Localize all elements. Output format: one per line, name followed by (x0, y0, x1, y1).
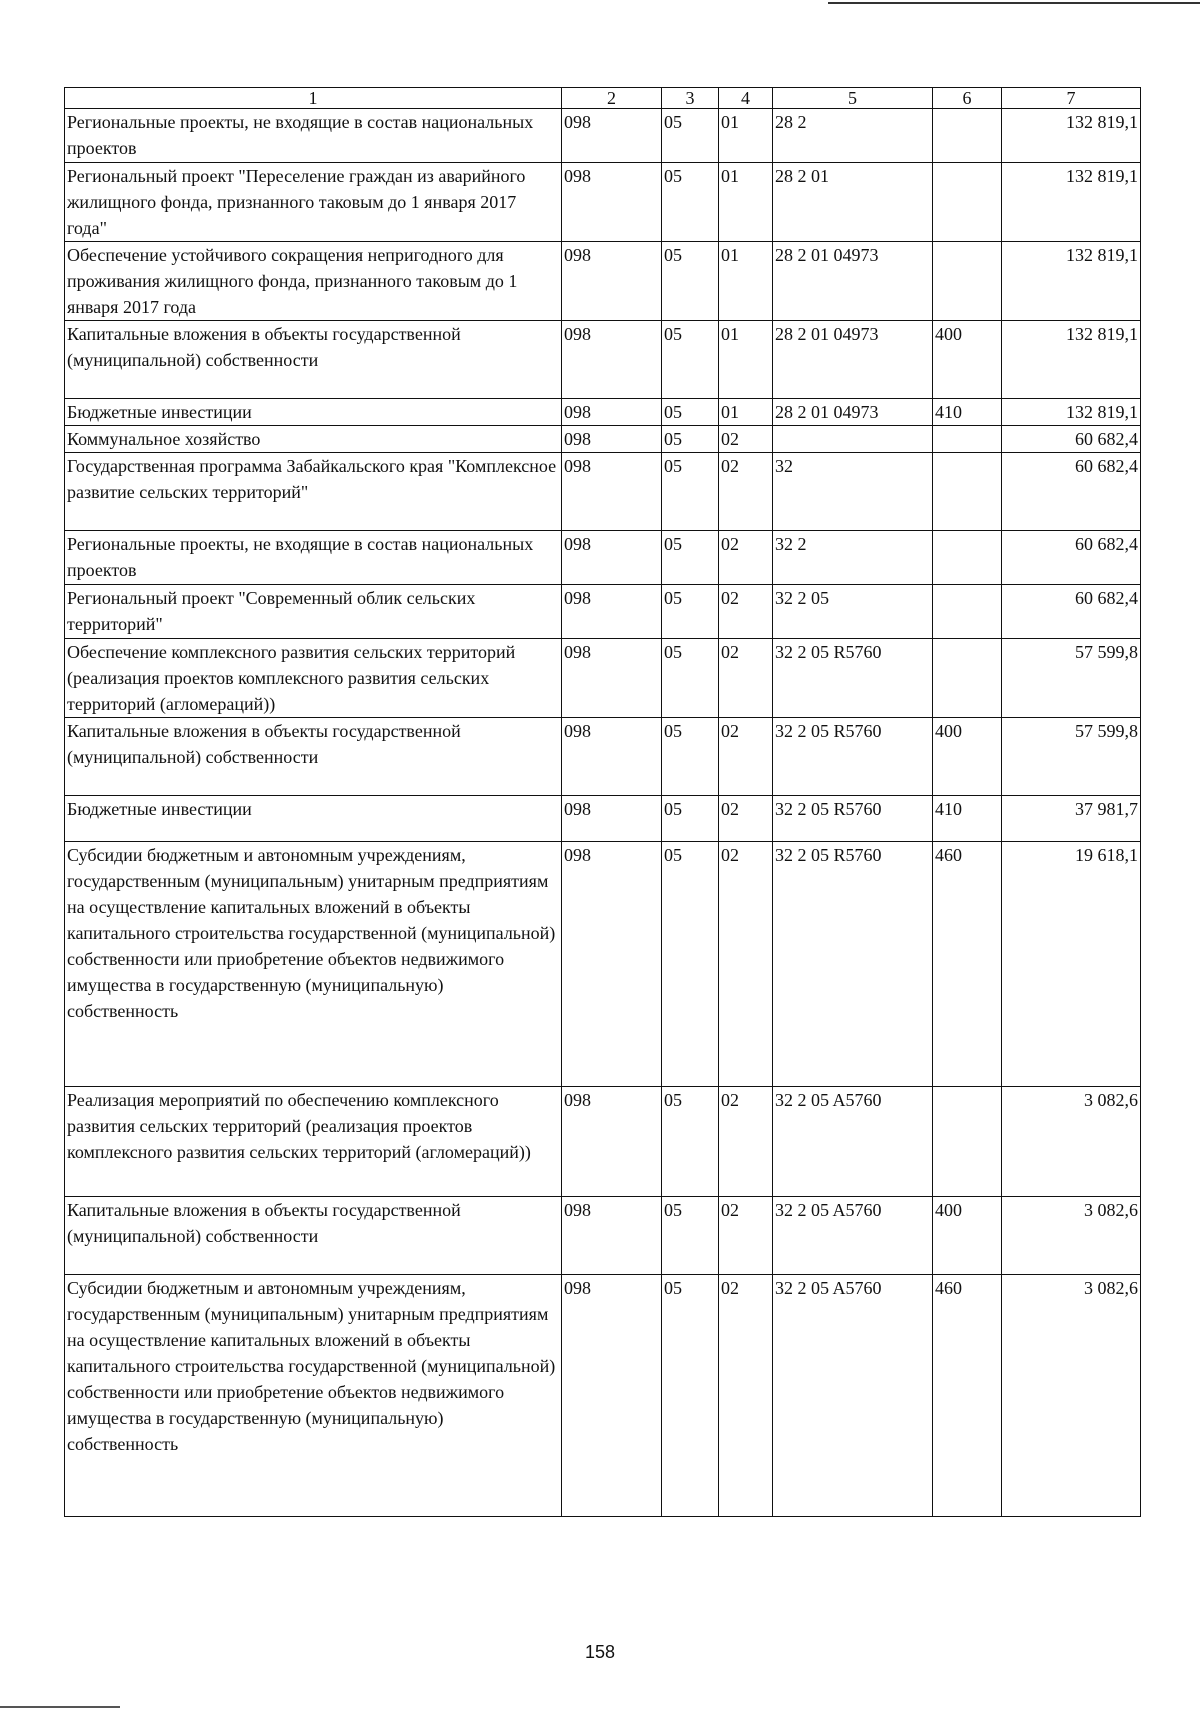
table-row (65, 718, 1141, 796)
subsection-code: 02 (719, 639, 773, 718)
table-row (65, 1087, 1141, 1197)
amount: 3 082,6 (1002, 1275, 1141, 1517)
target-code: 28 2 01 04973 (773, 242, 933, 321)
section-code: 05 (662, 639, 719, 718)
subsection-code: 01 (719, 163, 773, 242)
table-row (65, 426, 1141, 453)
amount: 37 981,7 (1002, 796, 1141, 842)
section-code: 05 (662, 1275, 719, 1517)
header-cell: 4 (719, 88, 773, 109)
section-code: 05 (662, 1087, 719, 1197)
table-row (65, 453, 1141, 531)
amount: 132 819,1 (1002, 321, 1141, 399)
subsection-code: 02 (719, 1087, 773, 1197)
expense-type (933, 585, 1002, 639)
ministry-code: 098 (562, 163, 662, 242)
subsection-code: 02 (719, 718, 773, 796)
table-row (65, 399, 1141, 426)
table-row (65, 242, 1141, 321)
row-name: Субсидии бюджетным и автономным учреждениям, государственным (муниципальным) унитарным предприятиям на осуществление капитальных вложений в объекты капитального строительства государственной (муниципальной) собственности или приобретение объектов недвижимого имущества в государственную (муниципальную) собственность (65, 1275, 562, 1517)
subsection-code: 02 (719, 531, 773, 585)
expense-type: 460 (933, 842, 1002, 1087)
target-code: 28 2 01 (773, 163, 933, 242)
subsection-code: 02 (719, 426, 773, 453)
expense-type (933, 242, 1002, 321)
header-cell: 3 (662, 88, 719, 109)
section-code: 05 (662, 718, 719, 796)
section-code: 05 (662, 242, 719, 321)
expense-type: 410 (933, 399, 1002, 426)
ministry-code: 098 (562, 718, 662, 796)
ministry-code: 098 (562, 399, 662, 426)
section-code: 05 (662, 1197, 719, 1275)
target-code: 32 2 05 R5760 (773, 718, 933, 796)
table-row (65, 321, 1141, 399)
expense-type: 460 (933, 1275, 1002, 1517)
table-row (65, 639, 1141, 718)
bottom-rule (0, 1706, 120, 1708)
row-name: Региональный проект "Современный облик сельских территорий" (65, 585, 562, 639)
subsection-code: 02 (719, 453, 773, 531)
ministry-code: 098 (562, 796, 662, 842)
ministry-code: 098 (562, 842, 662, 1087)
subsection-code: 02 (719, 1275, 773, 1517)
row-name: Капитальные вложения в объекты государственной (муниципальной) собственности (65, 321, 562, 399)
subsection-code: 01 (719, 242, 773, 321)
top-rule (828, 2, 1200, 4)
ministry-code: 098 (562, 585, 662, 639)
ministry-code: 098 (562, 321, 662, 399)
target-code: 32 (773, 453, 933, 531)
header-cell: 1 (65, 88, 562, 109)
amount: 60 682,4 (1002, 426, 1141, 453)
subsection-code: 02 (719, 842, 773, 1087)
ministry-code: 098 (562, 109, 662, 163)
target-code: 32 2 05 R5760 (773, 842, 933, 1087)
target-code: 32 2 05 R5760 (773, 796, 933, 842)
amount: 3 082,6 (1002, 1087, 1141, 1197)
expense-type (933, 453, 1002, 531)
ministry-code: 098 (562, 453, 662, 531)
row-name: Капитальные вложения в объекты государственной (муниципальной) собственности (65, 718, 562, 796)
section-code: 05 (662, 109, 719, 163)
amount: 3 082,6 (1002, 1197, 1141, 1275)
amount: 132 819,1 (1002, 109, 1141, 163)
subsection-code: 02 (719, 585, 773, 639)
target-code: 32 2 (773, 531, 933, 585)
budget-table (64, 87, 1141, 1517)
ministry-code: 098 (562, 639, 662, 718)
section-code: 05 (662, 796, 719, 842)
amount: 60 682,4 (1002, 531, 1141, 585)
ministry-code: 098 (562, 1087, 662, 1197)
subsection-code: 01 (719, 109, 773, 163)
expense-type: 400 (933, 321, 1002, 399)
row-name: Обеспечение устойчивого сокращения непригодного для проживания жилищного фонда, признанного таковым до 1 января 2017 года (65, 242, 562, 321)
expense-type: 400 (933, 718, 1002, 796)
expense-type: 400 (933, 1197, 1002, 1275)
table-row (65, 163, 1141, 242)
subsection-code: 02 (719, 796, 773, 842)
expense-type (933, 639, 1002, 718)
target-code: 28 2 01 04973 (773, 321, 933, 399)
row-name: Коммунальное хозяйство (65, 426, 562, 453)
amount: 57 599,8 (1002, 639, 1141, 718)
subsection-code: 01 (719, 399, 773, 426)
table-row (65, 585, 1141, 639)
amount: 60 682,4 (1002, 453, 1141, 531)
target-code: 32 2 05 R5760 (773, 639, 933, 718)
target-code: 32 2 05 A5760 (773, 1275, 933, 1517)
header-cell: 7 (1002, 88, 1141, 109)
expense-type: 410 (933, 796, 1002, 842)
row-name: Субсидии бюджетным и автономным учреждениям, государственным (муниципальным) унитарным предприятиям на осуществление капитальных вложений в объекты капитального строительства государственной (муниципальной) собственности или приобретение объектов недвижимого имущества в государственную (муниципальную) собственность (65, 842, 562, 1087)
section-code: 05 (662, 426, 719, 453)
target-code: 32 2 05 A5760 (773, 1087, 933, 1197)
header-row (65, 88, 1141, 109)
amount: 132 819,1 (1002, 399, 1141, 426)
subsection-code: 02 (719, 1197, 773, 1275)
ministry-code: 098 (562, 531, 662, 585)
header-cell: 5 (773, 88, 933, 109)
header-cell: 6 (933, 88, 1002, 109)
amount: 19 618,1 (1002, 842, 1141, 1087)
target-code (773, 426, 933, 453)
amount: 57 599,8 (1002, 718, 1141, 796)
section-code: 05 (662, 531, 719, 585)
ministry-code: 098 (562, 1275, 662, 1517)
header-cell: 2 (562, 88, 662, 109)
subsection-code: 01 (719, 321, 773, 399)
ministry-code: 098 (562, 242, 662, 321)
expense-type (933, 1087, 1002, 1197)
ministry-code: 098 (562, 426, 662, 453)
target-code: 32 2 05 A5760 (773, 1197, 933, 1275)
row-name: Региональный проект "Переселение граждан из аварийного жилищного фонда, признанного таковым до 1 января 2017 года" (65, 163, 562, 242)
row-name: Капитальные вложения в объекты государственной (муниципальной) собственности (65, 1197, 562, 1275)
amount: 132 819,1 (1002, 242, 1141, 321)
row-name: Региональные проекты, не входящие в состав национальных проектов (65, 531, 562, 585)
expense-type (933, 163, 1002, 242)
row-name: Реализация мероприятий по обеспечению комплексного развития сельских территорий (реализация проектов комплексного развития сельских территорий (агломераций)) (65, 1087, 562, 1197)
table-row (65, 1275, 1141, 1517)
section-code: 05 (662, 585, 719, 639)
row-name: Государственная программа Забайкальского края "Комплексное развитие сельских территорий" (65, 453, 562, 531)
section-code: 05 (662, 321, 719, 399)
target-code: 28 2 (773, 109, 933, 163)
table-row (65, 109, 1141, 163)
table-row (65, 796, 1141, 842)
row-name: Бюджетные инвестиции (65, 399, 562, 426)
section-code: 05 (662, 163, 719, 242)
table-row (65, 1197, 1141, 1275)
target-code: 28 2 01 04973 (773, 399, 933, 426)
expense-type (933, 109, 1002, 163)
table-row (65, 531, 1141, 585)
row-name: Региональные проекты, не входящие в состав национальных проектов (65, 109, 562, 163)
section-code: 05 (662, 842, 719, 1087)
section-code: 05 (662, 399, 719, 426)
row-name: Обеспечение комплексного развития сельских территорий (реализация проектов комплексного развития сельских территорий (агломераций)) (65, 639, 562, 718)
page-number: 158 (584, 1642, 616, 1662)
expense-type (933, 426, 1002, 453)
table-row (65, 842, 1141, 1087)
amount: 132 819,1 (1002, 163, 1141, 242)
row-name: Бюджетные инвестиции (65, 796, 562, 842)
section-code: 05 (662, 453, 719, 531)
ministry-code: 098 (562, 1197, 662, 1275)
amount: 60 682,4 (1002, 585, 1141, 639)
expense-type (933, 531, 1002, 585)
target-code: 32 2 05 (773, 585, 933, 639)
